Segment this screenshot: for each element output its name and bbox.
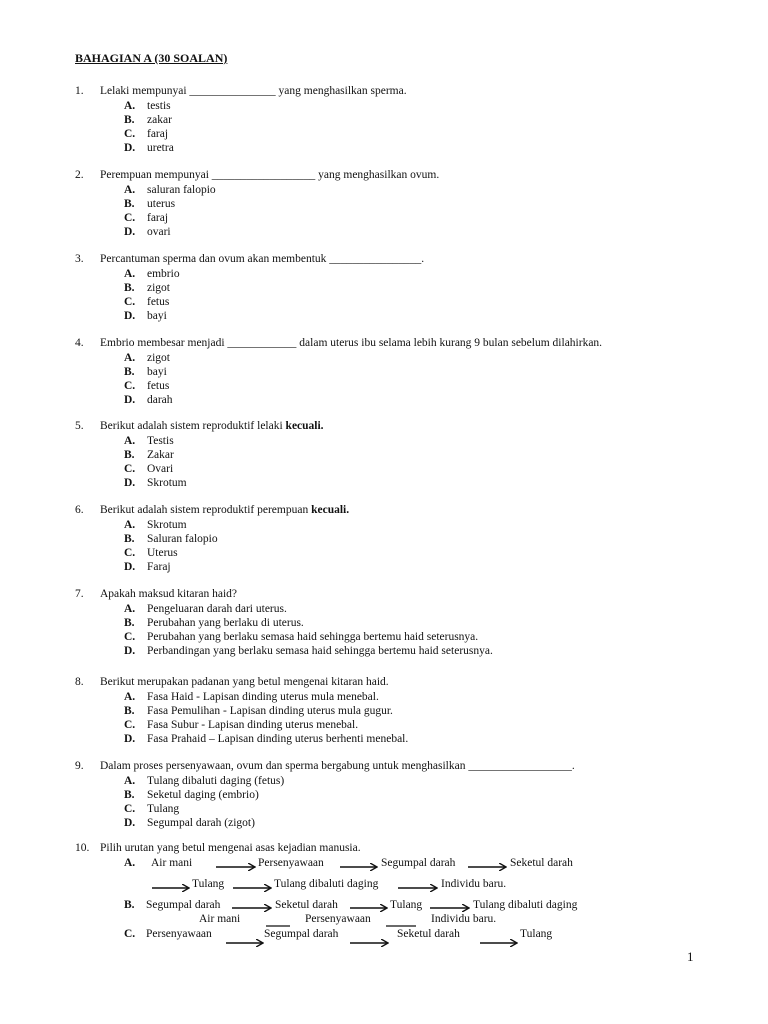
option-letter: A. [124, 352, 136, 364]
question-text: Embrio membesar menjadi ____________ dalam uterus ibu selama lebih kurang 9 bulan sebelum dilahirkan. [100, 337, 603, 349]
option-letter: A. [124, 184, 136, 196]
option-letter: A. [124, 519, 136, 531]
option-letter: A. [124, 775, 136, 787]
question-text: Perempuan mempunyai __________________ yang menghasilkan ovum. [100, 169, 440, 181]
option-letter: D. [124, 561, 136, 573]
question-number: 7. [75, 588, 84, 600]
option-text: uterus [147, 198, 176, 210]
option-letter: B. [124, 282, 135, 294]
question-number: 3. [75, 253, 84, 265]
option-text: Perubahan yang berlaku di uterus. [147, 617, 304, 629]
option-letter: D. [124, 817, 136, 829]
option-text: Uterus [147, 547, 178, 559]
option-letter: C. [124, 803, 136, 815]
question-text: Apakah maksud kitaran haid? [100, 588, 237, 600]
option-letter: D. [124, 142, 136, 154]
option-letter: C. [124, 631, 136, 643]
option-text: Pengeluaran darah dari uterus. [147, 603, 287, 615]
option-c-step: Segumpal darah [264, 928, 339, 940]
option-b-step: Tulang [390, 899, 423, 911]
option-text: Fasa Prahaid – Lapisan dinding uterus berhenti menebal. [147, 733, 409, 745]
option-text: bayi [147, 366, 167, 378]
option-text: faraj [147, 128, 169, 140]
option-b-step: Tulang dibaluti daging [473, 899, 578, 911]
option-b-step: Air mani [199, 913, 241, 925]
question-number: 4. [75, 337, 84, 349]
option-letter: D. [124, 477, 136, 489]
option-text: zakar [147, 114, 172, 126]
option-letter: B. [124, 617, 135, 629]
option-b-letter: B. [124, 899, 135, 911]
option-letter: C. [124, 719, 136, 731]
option-a-step: Tulang dibaluti daging [274, 878, 379, 890]
option-letter: C. [124, 128, 136, 140]
option-letter: A. [124, 268, 136, 280]
question-emphasis: kecuali. [311, 504, 350, 516]
question-10-number: 10. [75, 842, 90, 854]
option-letter: B. [124, 789, 135, 801]
option-a-step: Air mani [151, 857, 193, 869]
question-text: Lelaki mempunyai _______________ yang menghasilkan sperma. [100, 85, 407, 97]
option-text: Seketul daging (embrio) [147, 789, 259, 801]
option-text: embrio [147, 268, 180, 280]
option-a-step: Tulang [192, 878, 225, 890]
option-c-step: Persenyawaan [146, 928, 212, 940]
option-letter: B. [124, 198, 135, 210]
option-letter: A. [124, 691, 136, 703]
option-text: Skrotum [147, 519, 187, 531]
question-number: 5. [75, 420, 84, 432]
option-text: zigot [147, 282, 170, 294]
question-number: 6. [75, 504, 84, 516]
option-a-step: Segumpal darah [381, 857, 456, 869]
option-text: Saluran falopio [147, 533, 218, 545]
option-letter: B. [124, 705, 135, 717]
option-text: zigot [147, 352, 170, 364]
page-number: 1 [687, 949, 694, 964]
option-letter: B. [124, 533, 135, 545]
option-text: darah [147, 394, 173, 406]
question-10-stem: Pilih urutan yang betul mengenai asas kejadian manusia. [100, 842, 361, 854]
option-letter: D. [124, 733, 136, 745]
option-a-letter: A. [124, 857, 136, 869]
option-text: fetus [147, 296, 170, 308]
option-letter: C. [124, 547, 136, 559]
option-b-step: Persenyawaan [305, 913, 371, 925]
option-text: testis [147, 100, 171, 112]
option-text: Testis [147, 435, 174, 447]
option-text: bayi [147, 310, 167, 322]
option-text: uretra [147, 142, 174, 154]
question-text: Berikut adalah sistem reproduktif lelaki [100, 420, 286, 432]
option-letter: C. [124, 463, 136, 475]
option-a-step: Individu baru. [441, 878, 507, 890]
question-number: 1. [75, 85, 84, 97]
option-text: Perbandingan yang berlaku semasa haid sehingga bertemu haid seterusnya. [147, 645, 493, 657]
option-text: Zakar [147, 449, 174, 461]
question-number: 8. [75, 676, 84, 688]
option-letter: D. [124, 310, 136, 322]
option-letter: B. [124, 449, 135, 461]
option-letter: D. [124, 226, 136, 238]
question-text: Berikut merupakan padanan yang betul mengenai kitaran haid. [100, 676, 389, 688]
option-letter: C. [124, 212, 136, 224]
question-number: 9. [75, 760, 84, 772]
option-text: Fasa Subur - Lapisan dinding uterus menebal. [147, 719, 359, 731]
question-number: 2. [75, 169, 84, 181]
question-text: Berikut adalah sistem reproduktif perempuan [100, 504, 312, 516]
option-text: Fasa Pemulihan - Lapisan dinding uterus mula gugur. [147, 705, 393, 717]
option-text: Fasa Haid - Lapisan dinding uterus mula menebal. [147, 691, 379, 703]
option-text: Ovari [147, 463, 174, 475]
option-b-step: Seketul darah [275, 899, 338, 911]
question-text: Percantuman sperma dan ovum akan membentuk ________________. [100, 253, 425, 265]
option-text: Tulang [147, 803, 180, 815]
option-letter: A. [124, 603, 136, 615]
option-text: saluran falopio [147, 184, 216, 196]
option-letter: A. [124, 100, 136, 112]
option-text: Segumpal darah (zigot) [147, 817, 255, 829]
option-c-letter: C. [124, 928, 136, 940]
option-c-step: Seketul darah [397, 928, 460, 940]
section-heading: BAHAGIAN A (30 SOALAN) [75, 51, 228, 65]
option-text: ovari [147, 226, 171, 238]
option-letter: B. [124, 366, 135, 378]
option-letter: D. [124, 645, 136, 657]
option-b-step: Individu baru. [431, 913, 497, 925]
option-text: Faraj [147, 561, 171, 573]
option-c-step: Tulang [520, 928, 553, 940]
option-letter: C. [124, 296, 136, 308]
option-a-step: Seketul darah [510, 857, 573, 869]
option-letter: A. [124, 435, 136, 447]
option-text: Perubahan yang berlaku semasa haid sehingga bertemu haid seterusnya. [147, 631, 479, 643]
option-text: Skrotum [147, 477, 187, 489]
option-a-step: Persenyawaan [258, 857, 324, 869]
option-text: fetus [147, 380, 170, 392]
option-letter: C. [124, 380, 136, 392]
option-letter: D. [124, 394, 136, 406]
option-b-step: Segumpal darah [146, 899, 221, 911]
option-text: faraj [147, 212, 169, 224]
option-text: Tulang dibaluti daging (fetus) [147, 775, 285, 787]
option-letter: B. [124, 114, 135, 126]
question-text: Dalam proses persenyawaan, ovum dan sperma bergabung untuk menghasilkan __________________. [100, 760, 575, 772]
question-emphasis: kecuali. [285, 420, 324, 432]
